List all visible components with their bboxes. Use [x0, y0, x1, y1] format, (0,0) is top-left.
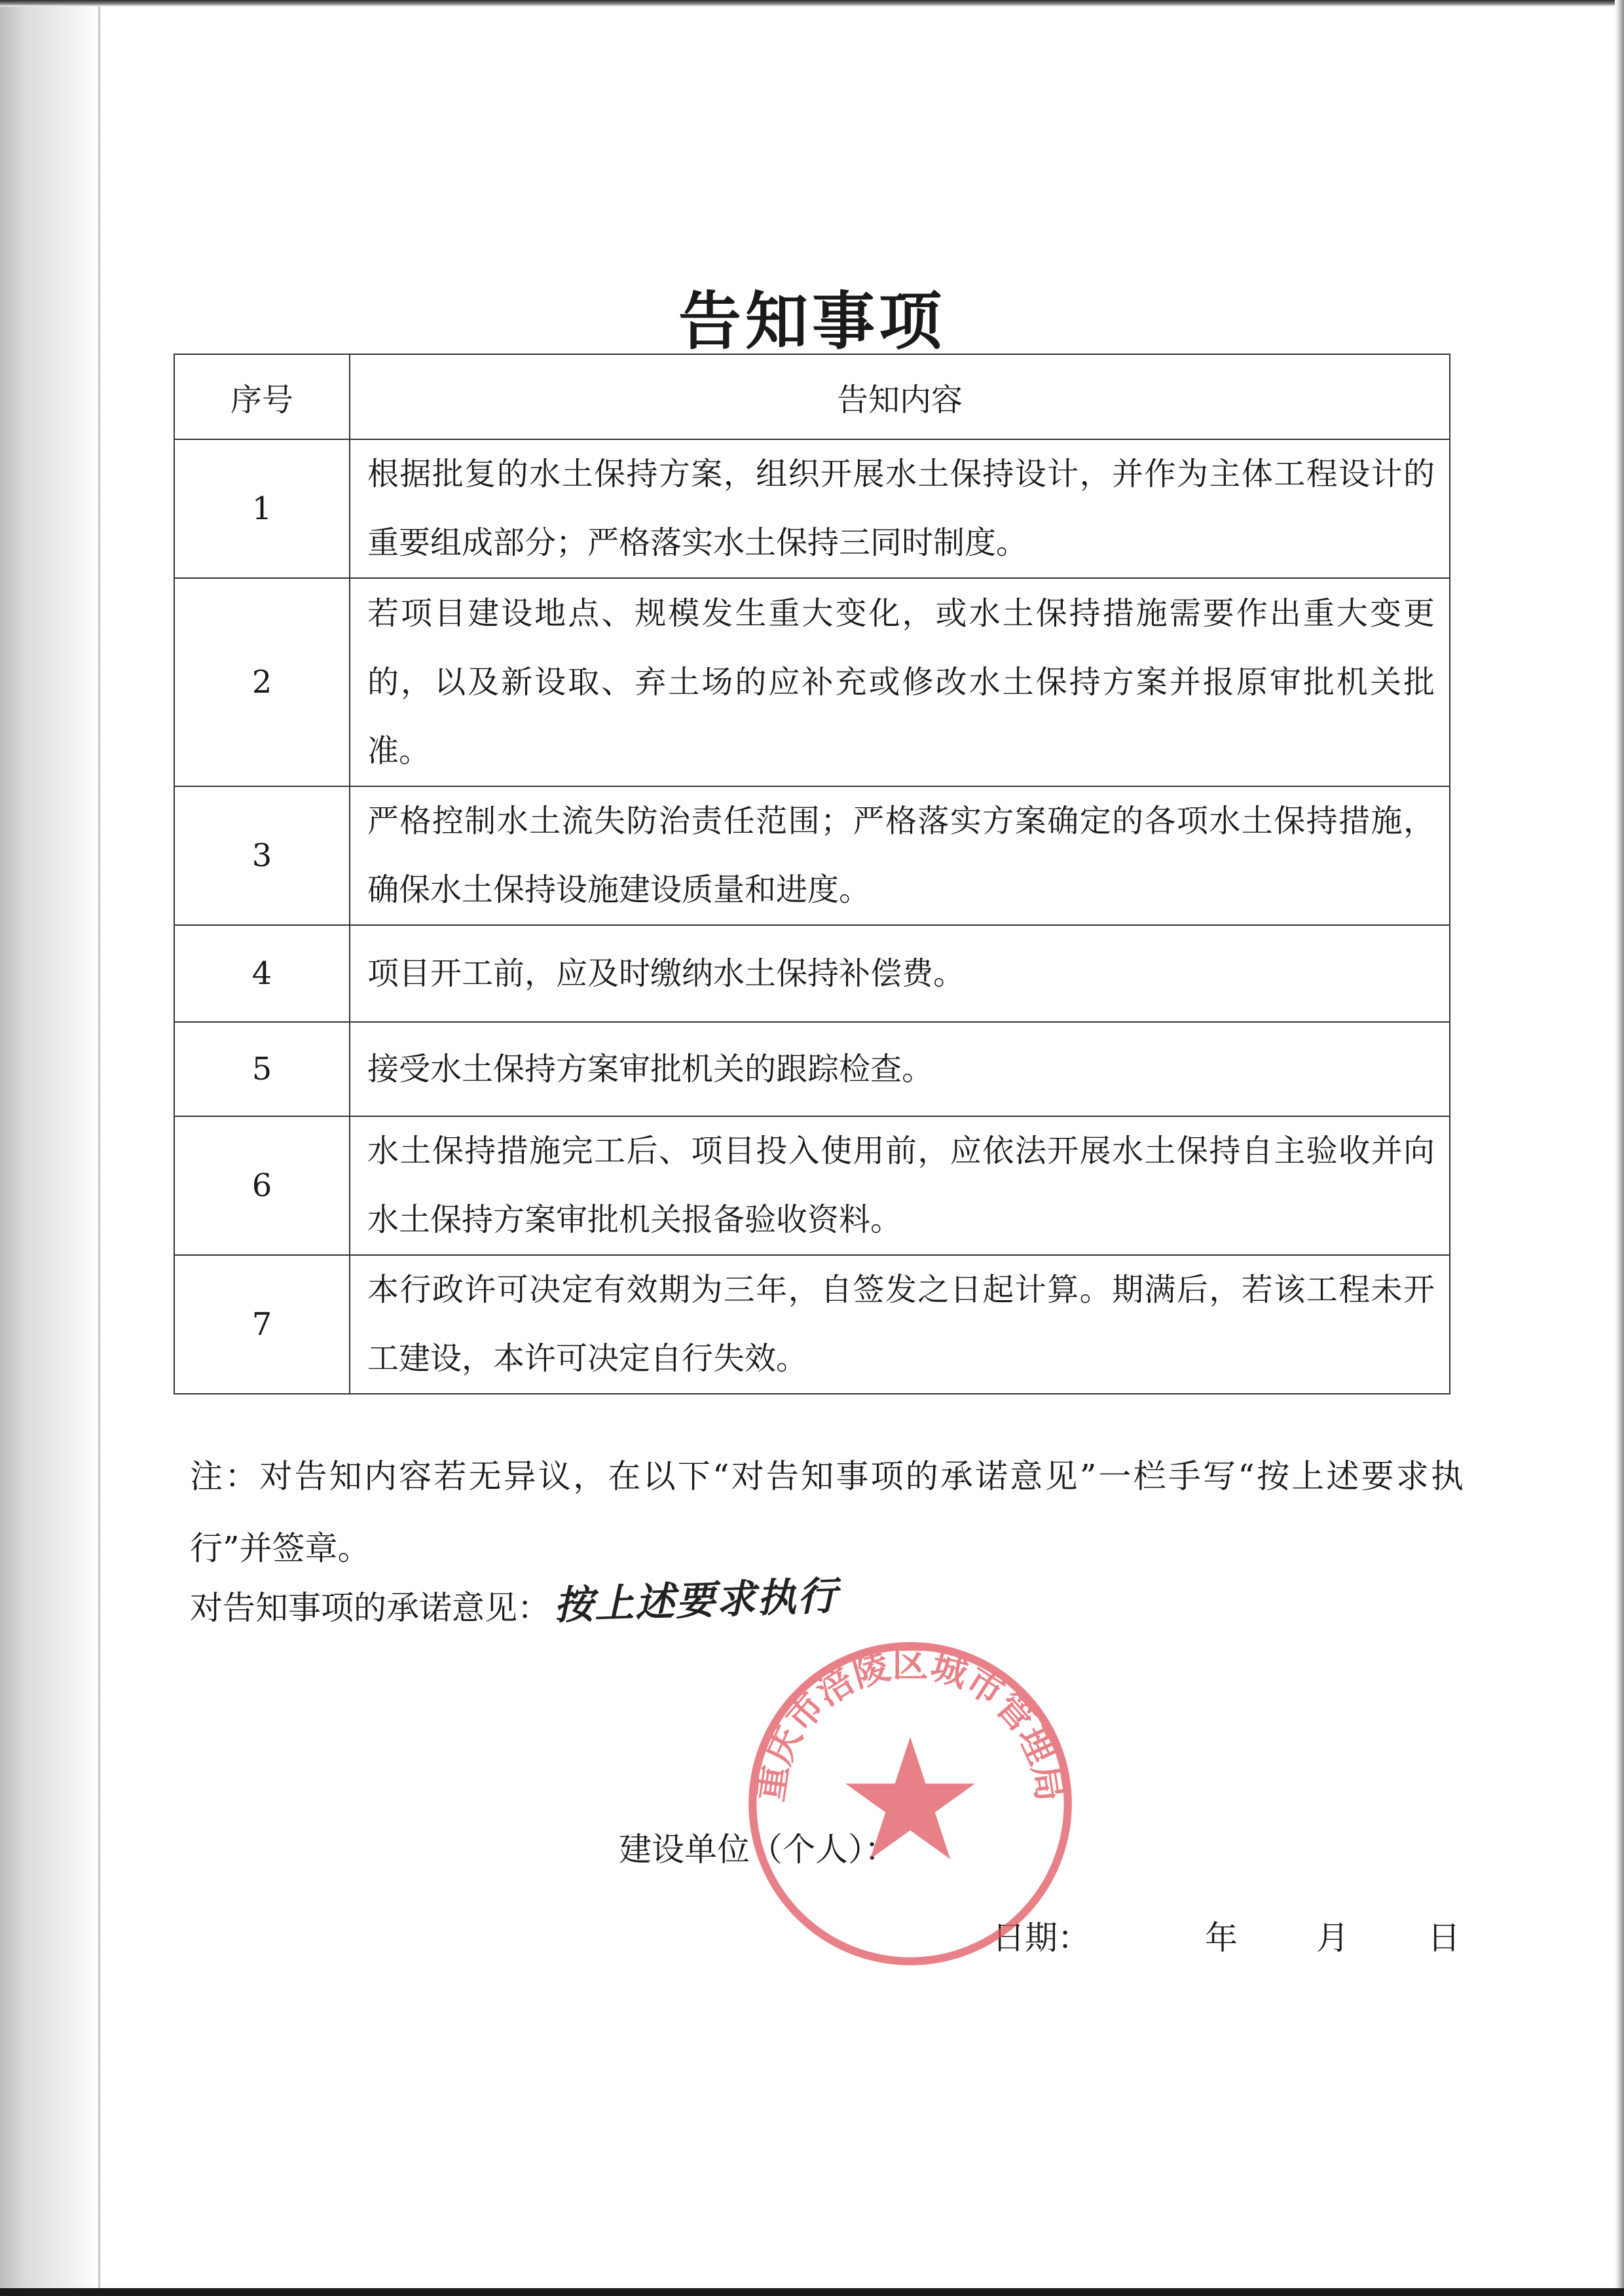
row-content: 水土保持措施完工后、项目投入使用前，应依法开展水土保持自主验收并向水土保持方案审批机关报备验收资料。	[350, 1116, 1450, 1255]
seal-star-icon	[845, 1737, 975, 1859]
scan-edge-bottom	[0, 2288, 1624, 2296]
row-number: 4	[174, 925, 350, 1022]
row-content: 根据批复的水土保持方案，组织开展水土保持设计，并作为主体工程设计的重要组成部分；严格落实水土保持三同时制度。	[350, 439, 1450, 578]
date-year-label: 年	[1205, 1919, 1238, 1957]
header-number: 序号	[174, 354, 350, 439]
handwritten-commitment: 按上述要求执行	[553, 1573, 839, 1629]
row-number: 6	[174, 1116, 350, 1255]
row-number: 3	[174, 786, 350, 925]
table-row	[174, 439, 1450, 578]
seal-text: 重庆市涪陵区城市管理局	[748, 1643, 1073, 1804]
date-label: 日期：	[992, 1919, 1090, 1957]
official-seal	[743, 1637, 1077, 1971]
row-number: 2	[174, 578, 350, 786]
table-row	[174, 578, 1450, 786]
row-content: 严格控制水土流失防治责任范围；严格落实方案确定的各项水土保持措施，确保水土保持设施建设质量和进度。	[350, 786, 1450, 925]
notice-table	[174, 354, 1450, 1394]
table-row	[174, 786, 1450, 925]
note-text: 注：对告知内容若无异议，在以下“对告知事项的承诺意见”一栏手写“按上述要求执行”并签章。	[190, 1457, 1464, 1567]
row-number: 5	[174, 1022, 350, 1116]
row-content: 本行政许可决定有效期为三年，自签发之日起计算。期满后，若该工程未开工建设，本许可决定自行失效。	[350, 1255, 1450, 1394]
scan-edge-top	[0, 0, 1624, 7]
table-row	[174, 925, 1450, 1022]
row-content: 项目开工前，应及时缴纳水土保持补偿费。	[350, 925, 1450, 1022]
date-day-label: 日	[1428, 1919, 1460, 1957]
header-content: 告知内容	[350, 354, 1450, 439]
table-row	[174, 1255, 1450, 1394]
page-title: 告知事项	[678, 284, 946, 358]
commitment-label: 对告知事项的承诺意见：	[190, 1589, 550, 1627]
table-row	[174, 1116, 1450, 1255]
row-number: 7	[174, 1255, 350, 1394]
table-header-row	[174, 354, 1450, 439]
row-content: 接受水土保持方案审批机关的跟踪检查。	[350, 1022, 1450, 1116]
date-month-label: 月	[1316, 1919, 1349, 1957]
table-row	[174, 1022, 1450, 1116]
commitment-line	[190, 1573, 839, 1637]
signer-label: 建设单位（个人）：	[619, 1831, 897, 1868]
row-number: 1	[174, 439, 350, 578]
row-content: 若项目建设地点、规模发生重大变化，或水土保持措施需要作出重大变更的，以及新设取、弃土场的应补充或修改水土保持方案并报原审批机关批准。	[350, 578, 1450, 786]
